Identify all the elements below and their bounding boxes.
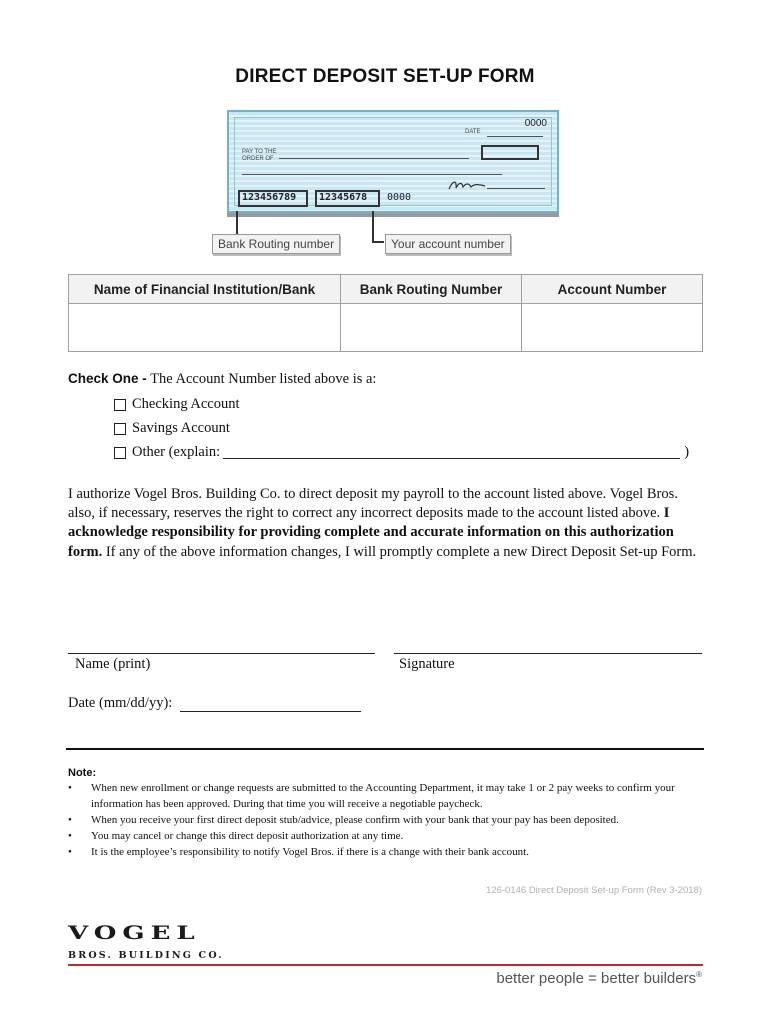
check-amount-box bbox=[481, 145, 539, 160]
account-number-cell[interactable] bbox=[522, 304, 703, 352]
check-date-label: DATE bbox=[465, 129, 481, 135]
check-one-label: Check One - bbox=[68, 371, 147, 386]
header-bank-name: Name of Financial Institution/Bank bbox=[69, 275, 341, 304]
check-payee-line bbox=[279, 158, 469, 159]
checking-label: Checking Account bbox=[132, 396, 240, 412]
checking-checkbox[interactable] bbox=[114, 399, 126, 411]
option-checking bbox=[114, 396, 240, 413]
check-routing-digits: 123456789 bbox=[242, 192, 297, 203]
registered-mark: ® bbox=[696, 970, 702, 979]
authorization-text-2: If any of the above information changes, I will promptly complete a new Direct Deposit Set-up Form. bbox=[105, 543, 697, 560]
list-item: • When new enrollment or change requests are submitted to the Accounting Department, it may take 1 or 2 pay weeks to confirm your information has been approved. During that time you will receive a negotiable paycheck. bbox=[68, 780, 708, 812]
footer-accent-rule bbox=[68, 964, 703, 966]
header-account-number: Account Number bbox=[522, 275, 703, 304]
authorization-text-1: I authorize Vogel Bros. Building Co. to direct deposit my payroll to the account listed above. Vogel Bros. also, if necessary, reserves the right to correct any incorrect deposits made to the account listed above. bbox=[68, 486, 678, 522]
header-routing-number: Bank Routing Number bbox=[341, 275, 522, 304]
list-item: • You may cancel or change this direct deposit authorization at any time. bbox=[68, 828, 708, 844]
check-number: 0000 bbox=[524, 118, 547, 129]
option-other bbox=[114, 444, 689, 461]
name-print-label: Name (print) bbox=[75, 656, 151, 672]
check-signature-squiggle bbox=[447, 178, 487, 192]
list-item: • It is the employee’s responsibility to notify Vogel Bros. if there is a change with their bank account. bbox=[68, 844, 708, 860]
check-signature-line bbox=[487, 188, 545, 189]
company-tagline bbox=[496, 970, 702, 987]
tagline-text: better people = better builders bbox=[496, 970, 697, 987]
check-payto-line2: ORDER OF bbox=[242, 156, 274, 162]
routing-number-cell[interactable] bbox=[341, 304, 522, 352]
check-number-micr: 0000 bbox=[387, 192, 412, 203]
authorization-paragraph bbox=[68, 485, 704, 562]
company-logo-subtitle: BROS. BUILDING CO. bbox=[68, 950, 224, 961]
account-connector bbox=[372, 211, 384, 243]
date-label: Date (mm/dd/yy): bbox=[68, 695, 173, 711]
table-header-row bbox=[69, 275, 703, 304]
option-savings bbox=[114, 420, 230, 437]
date-field[interactable] bbox=[180, 698, 361, 712]
account-callout: Your account number bbox=[385, 234, 511, 254]
check-payto-line1: PAY TO THE bbox=[242, 149, 277, 155]
check-one-text: The Account Number listed above is a: bbox=[150, 371, 377, 387]
list-item: • When you receive your first direct deposit stub/advice, please confirm with your bank that your pay has been deposited. bbox=[68, 812, 708, 828]
routing-connector bbox=[236, 211, 238, 235]
savings-checkbox[interactable] bbox=[114, 423, 126, 435]
bank-info-table bbox=[68, 274, 703, 352]
notes-list bbox=[68, 780, 708, 860]
table-row bbox=[69, 304, 703, 352]
form-reference: 126-0146 Direct Deposit Set-up Form (Rev 3-2018) bbox=[486, 885, 702, 896]
page-title: DIRECT DEPOSIT SET-UP FORM bbox=[235, 66, 535, 87]
authorization-bold-text: I acknowledge responsibility for providing complete and accurate information on this authorization form. bbox=[68, 505, 674, 560]
savings-label: Savings Account bbox=[132, 420, 230, 436]
signature-line[interactable] bbox=[394, 653, 702, 654]
routing-callout: Bank Routing number bbox=[212, 234, 340, 254]
bank-name-cell[interactable] bbox=[69, 304, 341, 352]
check-one-prompt bbox=[68, 371, 376, 388]
other-closing-paren: ) bbox=[684, 444, 690, 460]
check-written-amount-line bbox=[242, 174, 502, 175]
name-print-line[interactable] bbox=[68, 653, 375, 654]
other-checkbox[interactable] bbox=[114, 447, 126, 459]
notes-heading: Note: bbox=[68, 767, 97, 779]
check-account-digits: 12345678 bbox=[319, 192, 368, 203]
date-row bbox=[68, 695, 361, 712]
check-date-line bbox=[487, 136, 543, 137]
check-illustration bbox=[227, 110, 559, 213]
other-explain-field[interactable] bbox=[223, 446, 680, 459]
signature-label: Signature bbox=[399, 656, 455, 672]
company-logo-wordmark: VOGEL bbox=[68, 922, 201, 945]
section-divider bbox=[66, 748, 704, 750]
other-label: Other (explain: bbox=[132, 444, 221, 460]
